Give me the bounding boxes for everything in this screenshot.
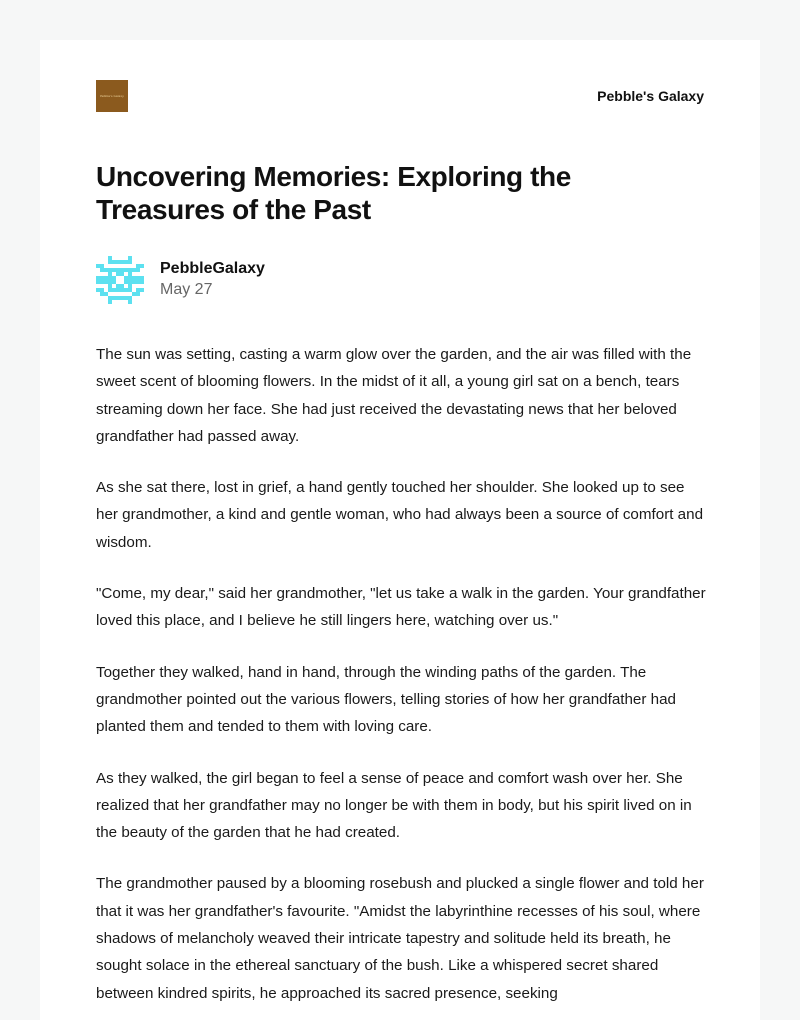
article-paragraph: The sun was setting, casting a warm glow over the garden, and the air was filled with the sweet scent of blooming flowers. In the midst of it all, a young girl sat on a bench, tears streaming down her face. She had just received the devastating news that her beloved grandfather had passed away. [96,346,692,445]
post-card [40,40,760,1020]
article-paragraph: The grandmother paused by a blooming rosebush and plucked a single flower and told her that it was her grandfather's favourite. "Amidst the labyrinthine recesses of his soul, where shadows of melancholy weaved their intricate tapestry and solitude held its breath, he sought solace in the ethereal sanctuary of the bush. Like a whispered secret shared between kindred spirits, he approached its sacred presence, seeking [96,875,704,1002]
post-date: May 27 [160,281,213,298]
site-logo[interactable] [96,80,128,112]
site-name-link[interactable]: Pebble's Galaxy [597,88,704,104]
site-header [96,80,704,112]
article-paragraph: As they walked, the girl began to feel a sense of peace and comfort wash over her. She realized that her grandfather may no longer be with them in body, but his spirit lived on in the beauty of the garden that he had created. [96,769,692,842]
article-paragraph: As she sat there, lost in grief, a hand gently touched her shoulder. She looked up to see her grandmother, a kind and gentle woman, who had always been a source of comfort and wisdom. [96,479,704,551]
article-paragraph: "Come, my dear," said her grandmother, "let us take a walk in the garden. Your grandfather loved this place, and I believe he still lingers here, watching over us." [96,585,706,630]
author-avatar[interactable] [96,256,144,304]
post-title: Uncovering Memories: Exploring the Treasures of the Past [96,161,571,225]
author-name[interactable]: PebbleGalaxy [160,260,265,277]
author-meta [160,259,265,301]
article-paragraph: Together they walked, hand in hand, through the winding paths of the garden. The grandmother pointed out the various flowers, telling stories of how her grandfather had planted them and tended to them with loving care. [96,663,676,736]
author-byline [96,257,704,303]
article-body [96,341,704,1007]
site-logo-text: Pebble's Galaxy [100,94,124,98]
